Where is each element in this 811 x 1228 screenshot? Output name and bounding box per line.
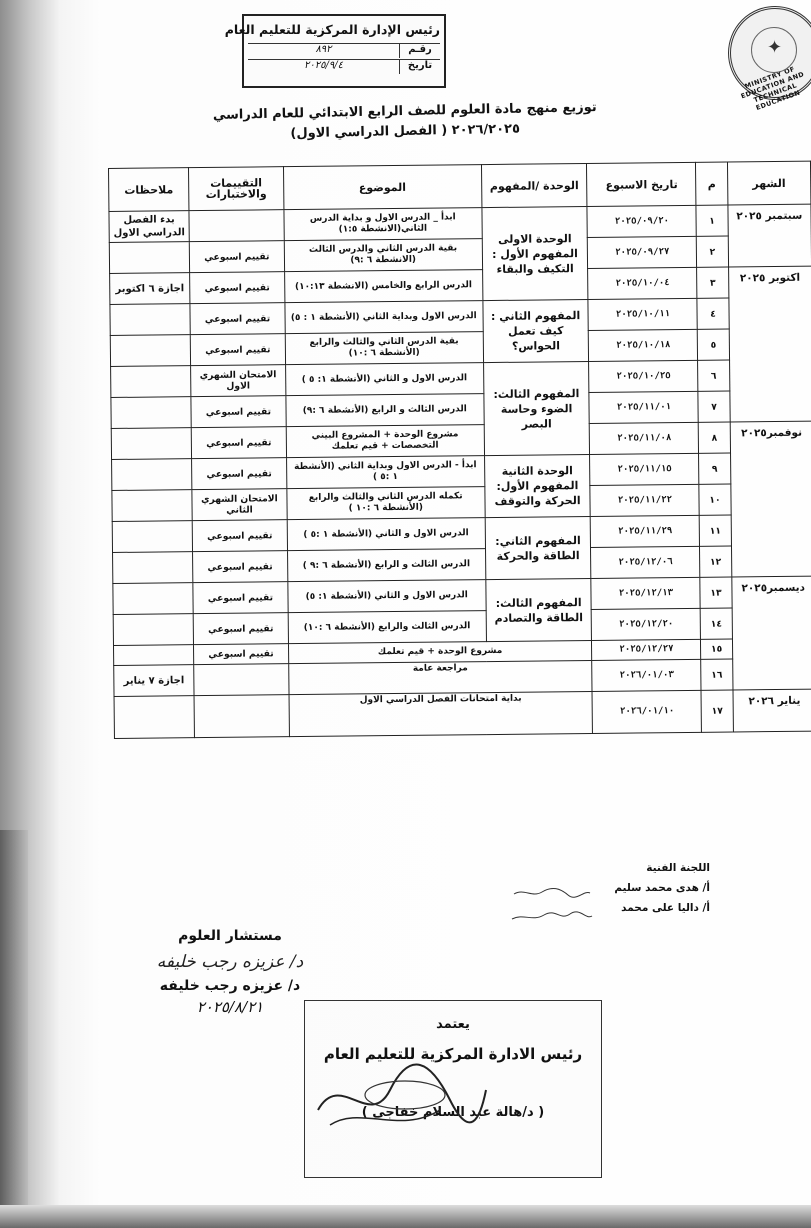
topic-cell: مشروع الوحدة + قيم تعلمك [288, 640, 592, 663]
topic-cell: الدرس الاول و الثاني (الأنشطة ١: ٥ ) [285, 363, 483, 396]
approval-role: رئيس الادارة المركزية للتعليم العام [323, 1045, 583, 1063]
week-date: ٢٠٢٥/١٢/٢٠ [592, 608, 701, 640]
eval-cell [194, 664, 289, 696]
title-line-1: توزيع منهج مادة العلوم للصف الرابع الابتدائي للعام الدراسي [212, 99, 597, 124]
topic-cell: ابدأ - الدرس الاول وبداية الثاني (الأنشطة ١ :٥ ) [286, 456, 484, 489]
week-date: ٢٠٢٥/١١/٠٨ [590, 422, 699, 454]
header-month: الشهر [727, 161, 811, 205]
advisor-date: ٢٠٢٥/٨/٢١ [196, 998, 264, 1016]
week-date: ٢٠٢٥/١١/١٥ [590, 453, 699, 485]
week-date: ٢٠٢٥/١٠/١١ [588, 298, 697, 330]
notes-cell: اجازة ٦ اكتوبر [110, 273, 190, 305]
page-edge-shadow [0, 830, 28, 1228]
advisor-title: مستشار العلوم [178, 928, 282, 944]
curriculum-table [108, 161, 811, 739]
topic-cell: ابدأ _ الدرس الاول و بداية الدرس الثاني(الانشطة ١:٥) [284, 208, 482, 241]
approval-label: يعتمد [436, 1017, 470, 1032]
eval-cell: الامتحان الشهري الثاني [192, 489, 287, 521]
topic-cell: بقية الدرس الثاني والثالث والرابع (الأنشطة ٦ :١٠) [285, 332, 483, 365]
week-date: ٢٠٢٥/١٢/١٣ [591, 577, 700, 609]
eval-cell: تقييم اسبوعي [193, 613, 288, 645]
topic-cell: الدرس الثالث و الرابع (الأنشطة ٦ :٩) [286, 394, 484, 427]
header-topic: الموضوع [283, 165, 481, 210]
notes-cell [112, 459, 192, 491]
notes-cell [111, 397, 191, 429]
row-num: ٥ [698, 329, 729, 360]
eval-cell [189, 210, 284, 242]
eval-cell [194, 695, 289, 738]
week-date: ٢٠٢٥/١١/٠١ [589, 391, 698, 423]
notes-cell [113, 614, 193, 646]
topic-cell: مراجعة عامة [288, 660, 592, 694]
topic-cell: مشروع الوحدة + المشروع البيني التخصصات + قيم تعلمك [286, 425, 484, 458]
month-cell: اكتوبر ٢٠٢٥ [728, 266, 811, 422]
title-line-2: ٢٠٢٦/٢٠٢٥ ( الفصل الدراسي الاول) [290, 121, 521, 142]
week-date: ٢٠٢٥/١٢/٢٧ [592, 639, 701, 660]
committee-member-2: أ/ داليا على محمد [621, 902, 710, 914]
stamp-date-label: تاريخ [399, 60, 440, 74]
week-date: ٢٠٢٥/١٠/١٨ [589, 329, 698, 361]
week-date: ٢٠٢٦/٠١/٠٣ [592, 659, 701, 691]
curriculum-table-wrap [108, 161, 811, 739]
table-header-row [109, 161, 811, 211]
eval-cell: الامتحان الشهري الاول [191, 365, 286, 397]
eval-cell: تقييم اسبوعي [190, 334, 285, 366]
committee-title: اللجنة الفنية [646, 862, 710, 874]
notes-cell: اجازة ٧ يناير [114, 665, 194, 697]
topic-cell: الدرس الثالث والرابع (الأنشطة ٦ :١٠) [288, 611, 486, 644]
topic-cell: الدرس الاول و الثاني (الأنشطة ١: ٥) [288, 580, 486, 613]
eval-cell: تقييم اسبوعي [194, 644, 289, 665]
header-stamp [224, 14, 446, 88]
topic-cell: الدرس الاول وبداية الثاني (الأنشطة ١ : ٥) [285, 301, 483, 334]
month-cell: ديسمبر٢٠٢٥ [731, 576, 811, 690]
unit-cell: الوحدة الثانية المفهوم الأول: الحركة والتوقف [484, 454, 590, 517]
notes-cell: بدء الفصل الدراسي الاول [109, 211, 189, 243]
row-num: ٦ [698, 360, 729, 391]
row-num: ٣ [697, 267, 728, 298]
stamp-number-label: رقـم [399, 44, 440, 58]
notes-cell [109, 242, 189, 274]
row-num: ١٠ [699, 484, 730, 515]
week-date: ٢٠٢٥/٠٩/٢٠ [587, 205, 696, 237]
topic-cell: بقية الدرس الثاني والدرس الثالث (الانشطة ٦ :٩) [284, 239, 482, 272]
week-date: ٢٠٢٥/٠٩/٢٧ [588, 236, 697, 268]
row-num: ٩ [699, 453, 730, 484]
science-advisor [130, 928, 330, 1016]
stamp-number-value: ٨٩٢ [315, 44, 332, 55]
eval-cell: تقييم اسبوعي [189, 241, 284, 273]
week-date: ٢٠٢٥/١١/٢٩ [591, 515, 700, 547]
unit-cell: المفهوم الثاني : كيف تعمل الحواس؟ [483, 299, 589, 362]
notes-cell [112, 521, 192, 553]
header-week-date: تاريخ الاسبوع [587, 162, 696, 206]
notes-cell [111, 428, 191, 460]
month-cell: يناير ٢٠٢٦ [733, 689, 811, 732]
row-num: ١١ [700, 515, 731, 546]
notes-cell [112, 490, 192, 522]
notes-cell [110, 335, 190, 367]
eval-cell: تقييم اسبوعي [192, 520, 287, 552]
week-date: ٢٠٢٥/١٠/٢٥ [589, 360, 698, 392]
advisor-handwritten-signature: د/ عزيزه رجب خليفه [156, 952, 304, 972]
logo-ring-text: MINISTRY OF EDUCATION AND TECHNICAL EDUCATION [739, 64, 806, 113]
stamp-date-row [248, 59, 440, 74]
week-date: ٢٠٢٦/٠١/١٠ [592, 690, 701, 733]
header-unit: الوحدة /المفهوم [481, 163, 587, 207]
row-num: ١٥ [701, 639, 732, 659]
row-num: ١٦ [701, 659, 732, 690]
notes-cell [113, 583, 193, 615]
row-num: ٨ [699, 422, 730, 453]
week-date: ٢٠٢٥/١٢/٠٦ [591, 546, 700, 578]
approval-name: ( د/هالة عبد السلام خفاجى ) [361, 1105, 545, 1120]
eval-cell: تقييم اسبوعي [191, 396, 286, 428]
eval-cell: تقييم اسبوعي [192, 458, 287, 490]
table-row [114, 689, 811, 738]
row-num: ٤ [697, 298, 728, 329]
bottom-edge-shadow [0, 1205, 811, 1228]
row-num: ١٤ [701, 608, 732, 639]
member-1-signature [512, 886, 592, 900]
advisor-name: د/ عزيزه رجب خليفه [159, 978, 301, 994]
row-num: ١ [696, 205, 727, 236]
unit-cell: المفهوم الثالث: الضوء وحاسة البصر [483, 361, 590, 455]
notes-cell [114, 645, 194, 666]
topic-cell: تكمله الدرس الثاني والثالث والرابع (الأنشطة ٦ :١٠ ) [287, 487, 485, 520]
unit-cell: الوحدة الاولى المفهوم الأول : التكيف والبقاء [482, 206, 589, 300]
eval-cell: تقييم اسبوعي [190, 303, 285, 335]
approval-signature [310, 1050, 490, 1140]
stamp-date-value: ٢٠٢٥/٩/٤ [304, 60, 343, 71]
topic-cell: بداية امتحانات الفصل الدراسي الاول [289, 691, 593, 736]
month-cell: نوفمبر٢٠٢٥ [730, 421, 811, 577]
header-evaluations: التقييمات والاختبارات [189, 167, 284, 211]
committee-member-1: أ/ هدى محمد سليم [614, 882, 710, 894]
topic-cell: الدرس الاول و الثاني (الأنشطة ١ :٥ ) [287, 518, 485, 551]
row-num: ١٣ [700, 577, 731, 608]
unit-cell: المفهوم الثالث: الطاقة والتصادم [486, 578, 592, 641]
member-2-signature [510, 910, 594, 924]
eval-cell: تقييم اسبوعي [191, 427, 286, 459]
week-date: ٢٠٢٥/١٠/٠٤ [588, 267, 697, 299]
stamp-number-row [248, 43, 440, 58]
topic-cell: الدرس الرابع والخامس (الانشطة ١٠:١٣) [284, 270, 482, 303]
notes-cell [113, 552, 193, 584]
eagle-emblem-icon: ✦ [767, 37, 783, 58]
header-num: م [696, 162, 728, 205]
stamp-title: رئيس الإدارة المركزية للتعليم العام [224, 22, 440, 37]
header-notes: ملاحظات [109, 168, 190, 212]
row-num: ١٢ [700, 546, 731, 577]
week-date: ٢٠٢٥/١١/٢٢ [590, 484, 699, 516]
eval-cell: تقييم اسبوعي [193, 551, 288, 583]
unit-cell: المفهوم الثاني: الطاقة والحركة [485, 516, 591, 579]
month-cell: سبتمبر ٢٠٢٥ [727, 204, 811, 267]
eval-cell: تقييم اسبوعي [193, 582, 288, 614]
row-num: ٧ [698, 391, 729, 422]
notes-cell [110, 304, 190, 336]
notes-cell [111, 366, 191, 398]
row-num: ٢ [697, 236, 728, 267]
row-num: ١٧ [701, 690, 733, 732]
eval-cell: تقييم اسبوعي [190, 272, 285, 304]
topic-cell: الدرس الثالث و الرابع (الأنشطة ٦ :٩ ) [287, 549, 485, 582]
ministry-logo [728, 6, 811, 113]
notes-cell [114, 696, 195, 739]
